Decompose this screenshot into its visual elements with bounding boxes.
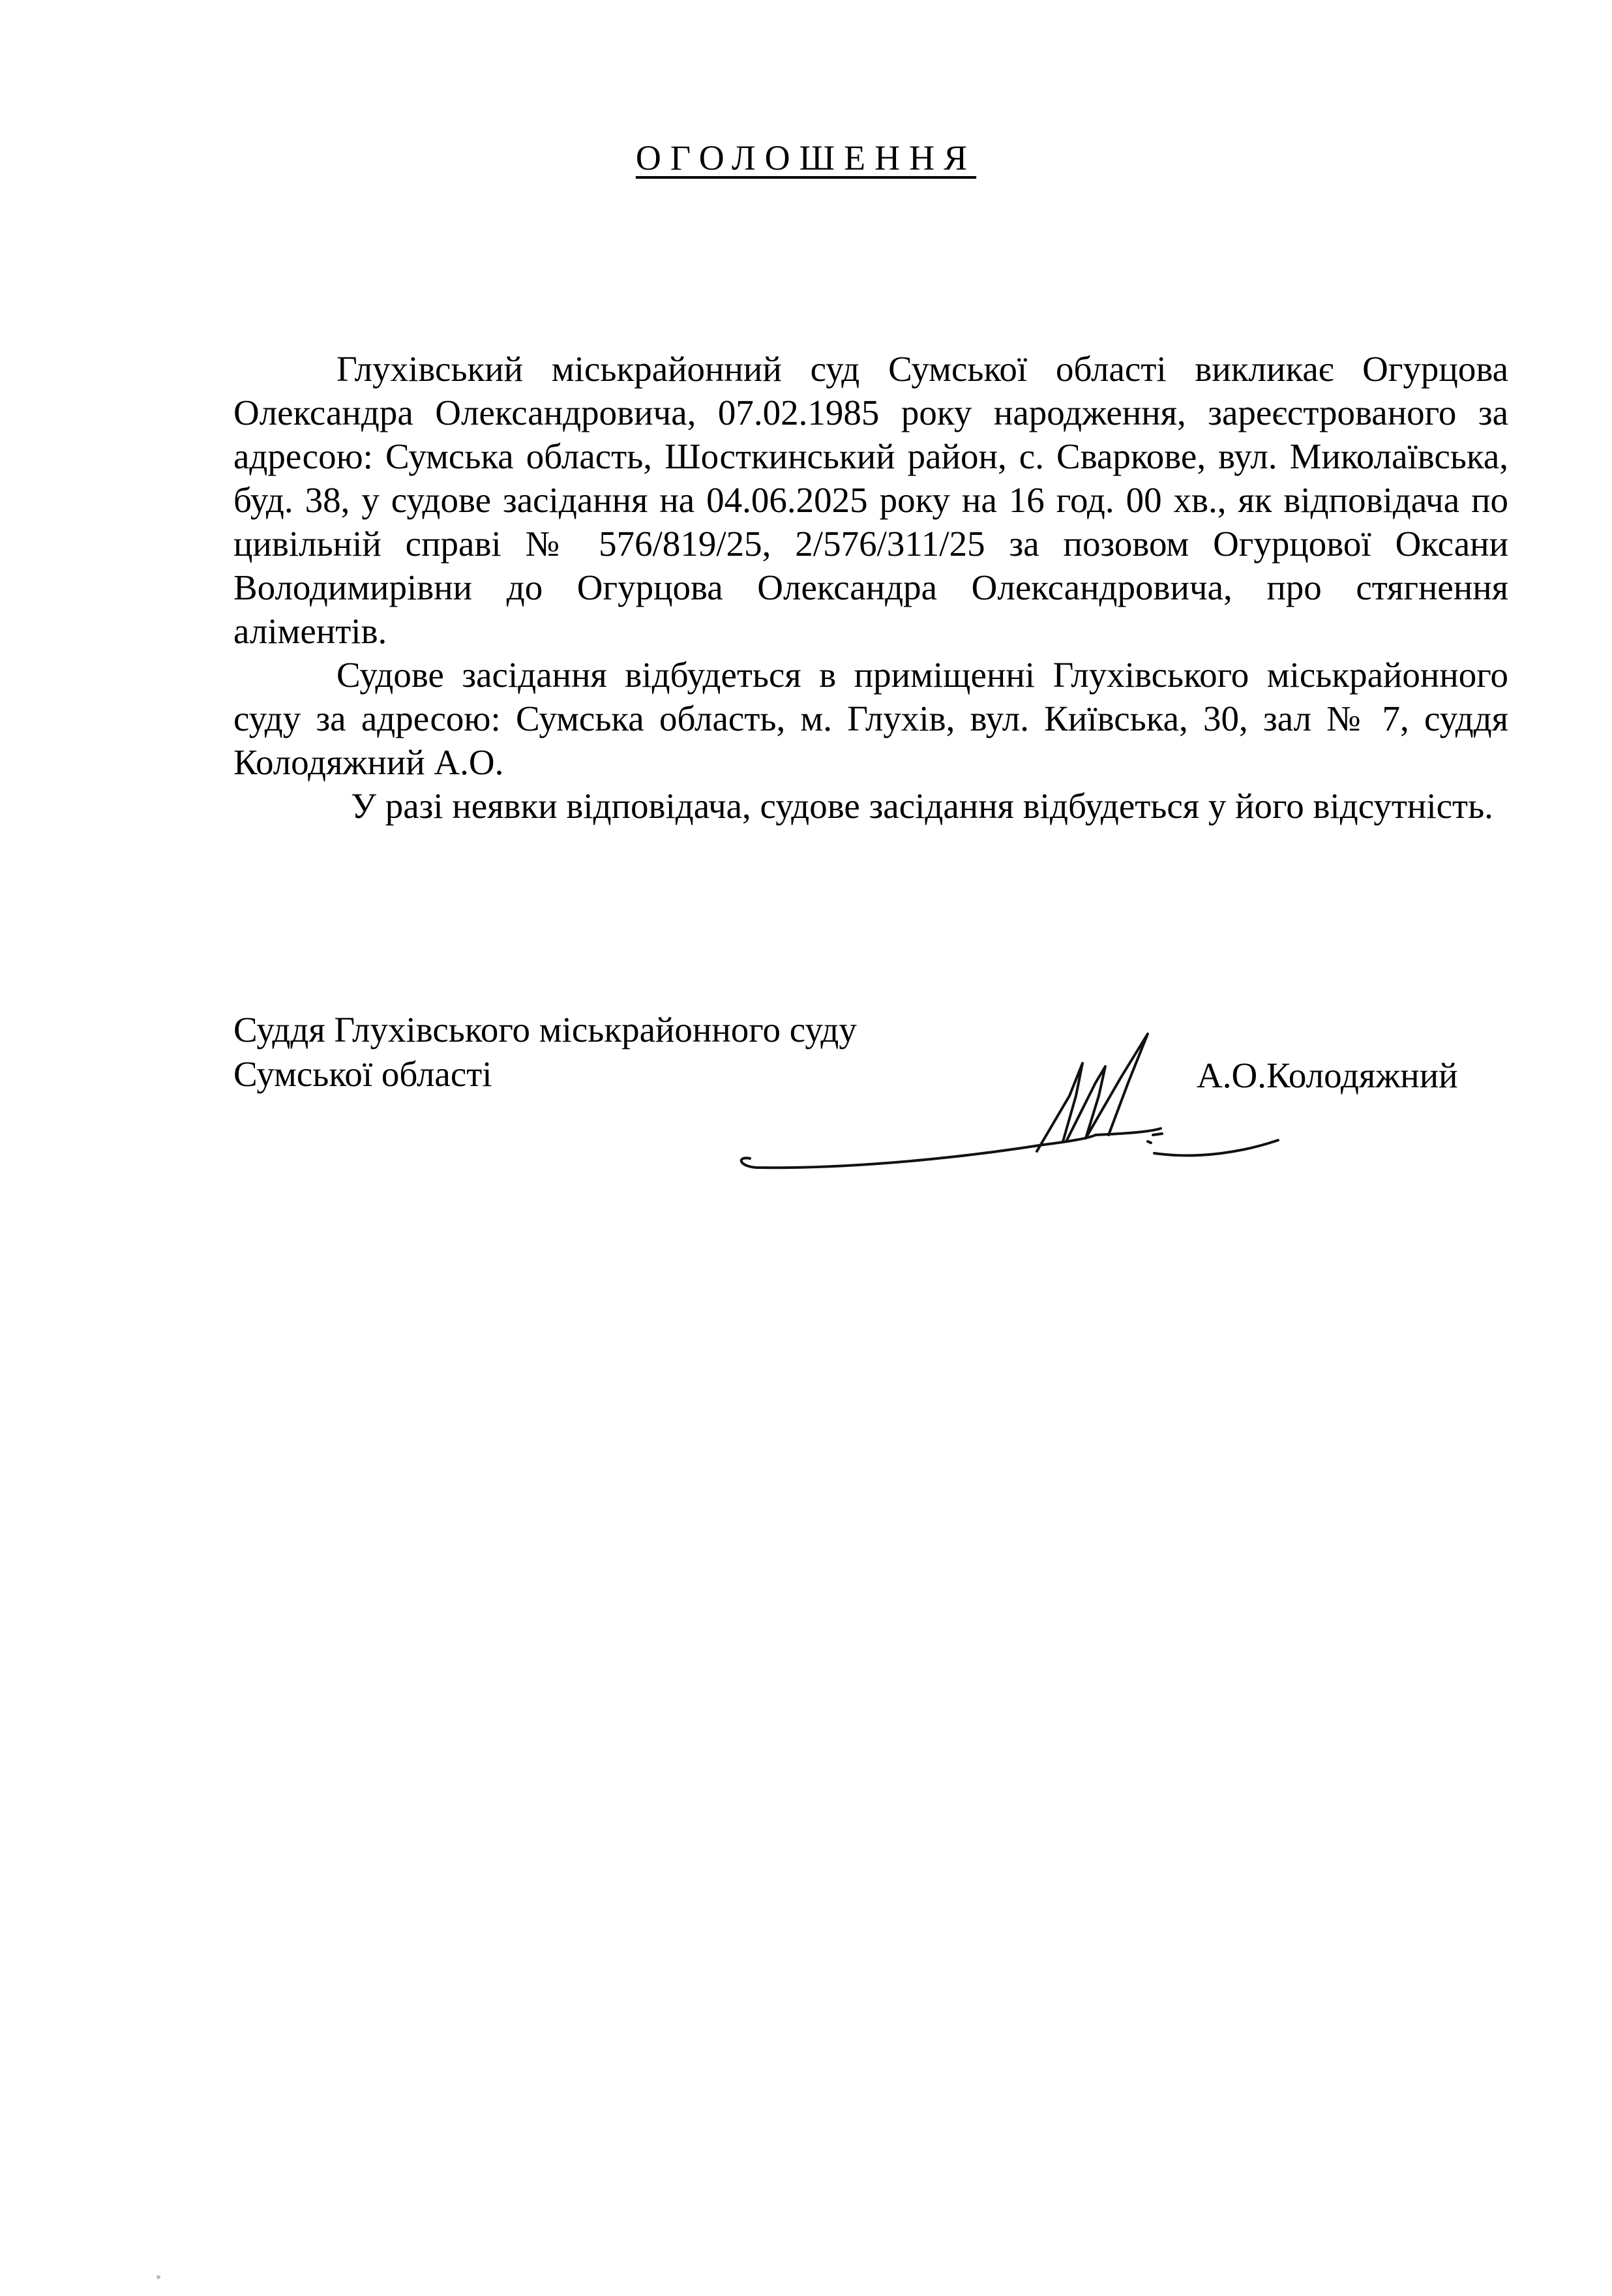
paragraph-summons: Глухівський міськрайонний суд Сумської області викликає Огурцова Олександра Олександровича, 07.02.1985 року народження, зареєстрованого за адресою: Сумська область, Шосткинський район, с. Сваркове, вул. Миколаївська, буд. 38, у судове засідання на 04.06.2025 року на 16 год. 00 хв., як відповідача по цивільній справі № 576/819/25, 2/576/311/25 за позовом Огурцової Оксани Володимирівни до Огурцова Олександра Олександровича, про стягнення аліментів. [233, 349, 1508, 651]
document-title [0, 140, 1612, 175]
signature-position-line-1: Суддя Глухівського міськрайонного суду [233, 1010, 857, 1050]
scan-speck [157, 2275, 160, 2279]
signer-name: А.О.Колодяжний [1197, 1055, 1458, 1095]
paragraph-hearing-location: Судове засідання відбудеться в приміщенні Глухівського міськрайонного суду за адресою: Сумська область, м. Глухів, вул. Київська, 30, зал № 7, суддя Колодяжний А.О. [233, 655, 1508, 782]
paragraph-absence-notice: У разі неявки відповідача, судове засідання відбудеться у його відсутність. [351, 786, 1493, 826]
signature-position-line-2: Сумської області [233, 1054, 492, 1094]
document-body [233, 347, 1508, 828]
document-title-text: ОГОЛОШЕННЯ [635, 138, 977, 177]
